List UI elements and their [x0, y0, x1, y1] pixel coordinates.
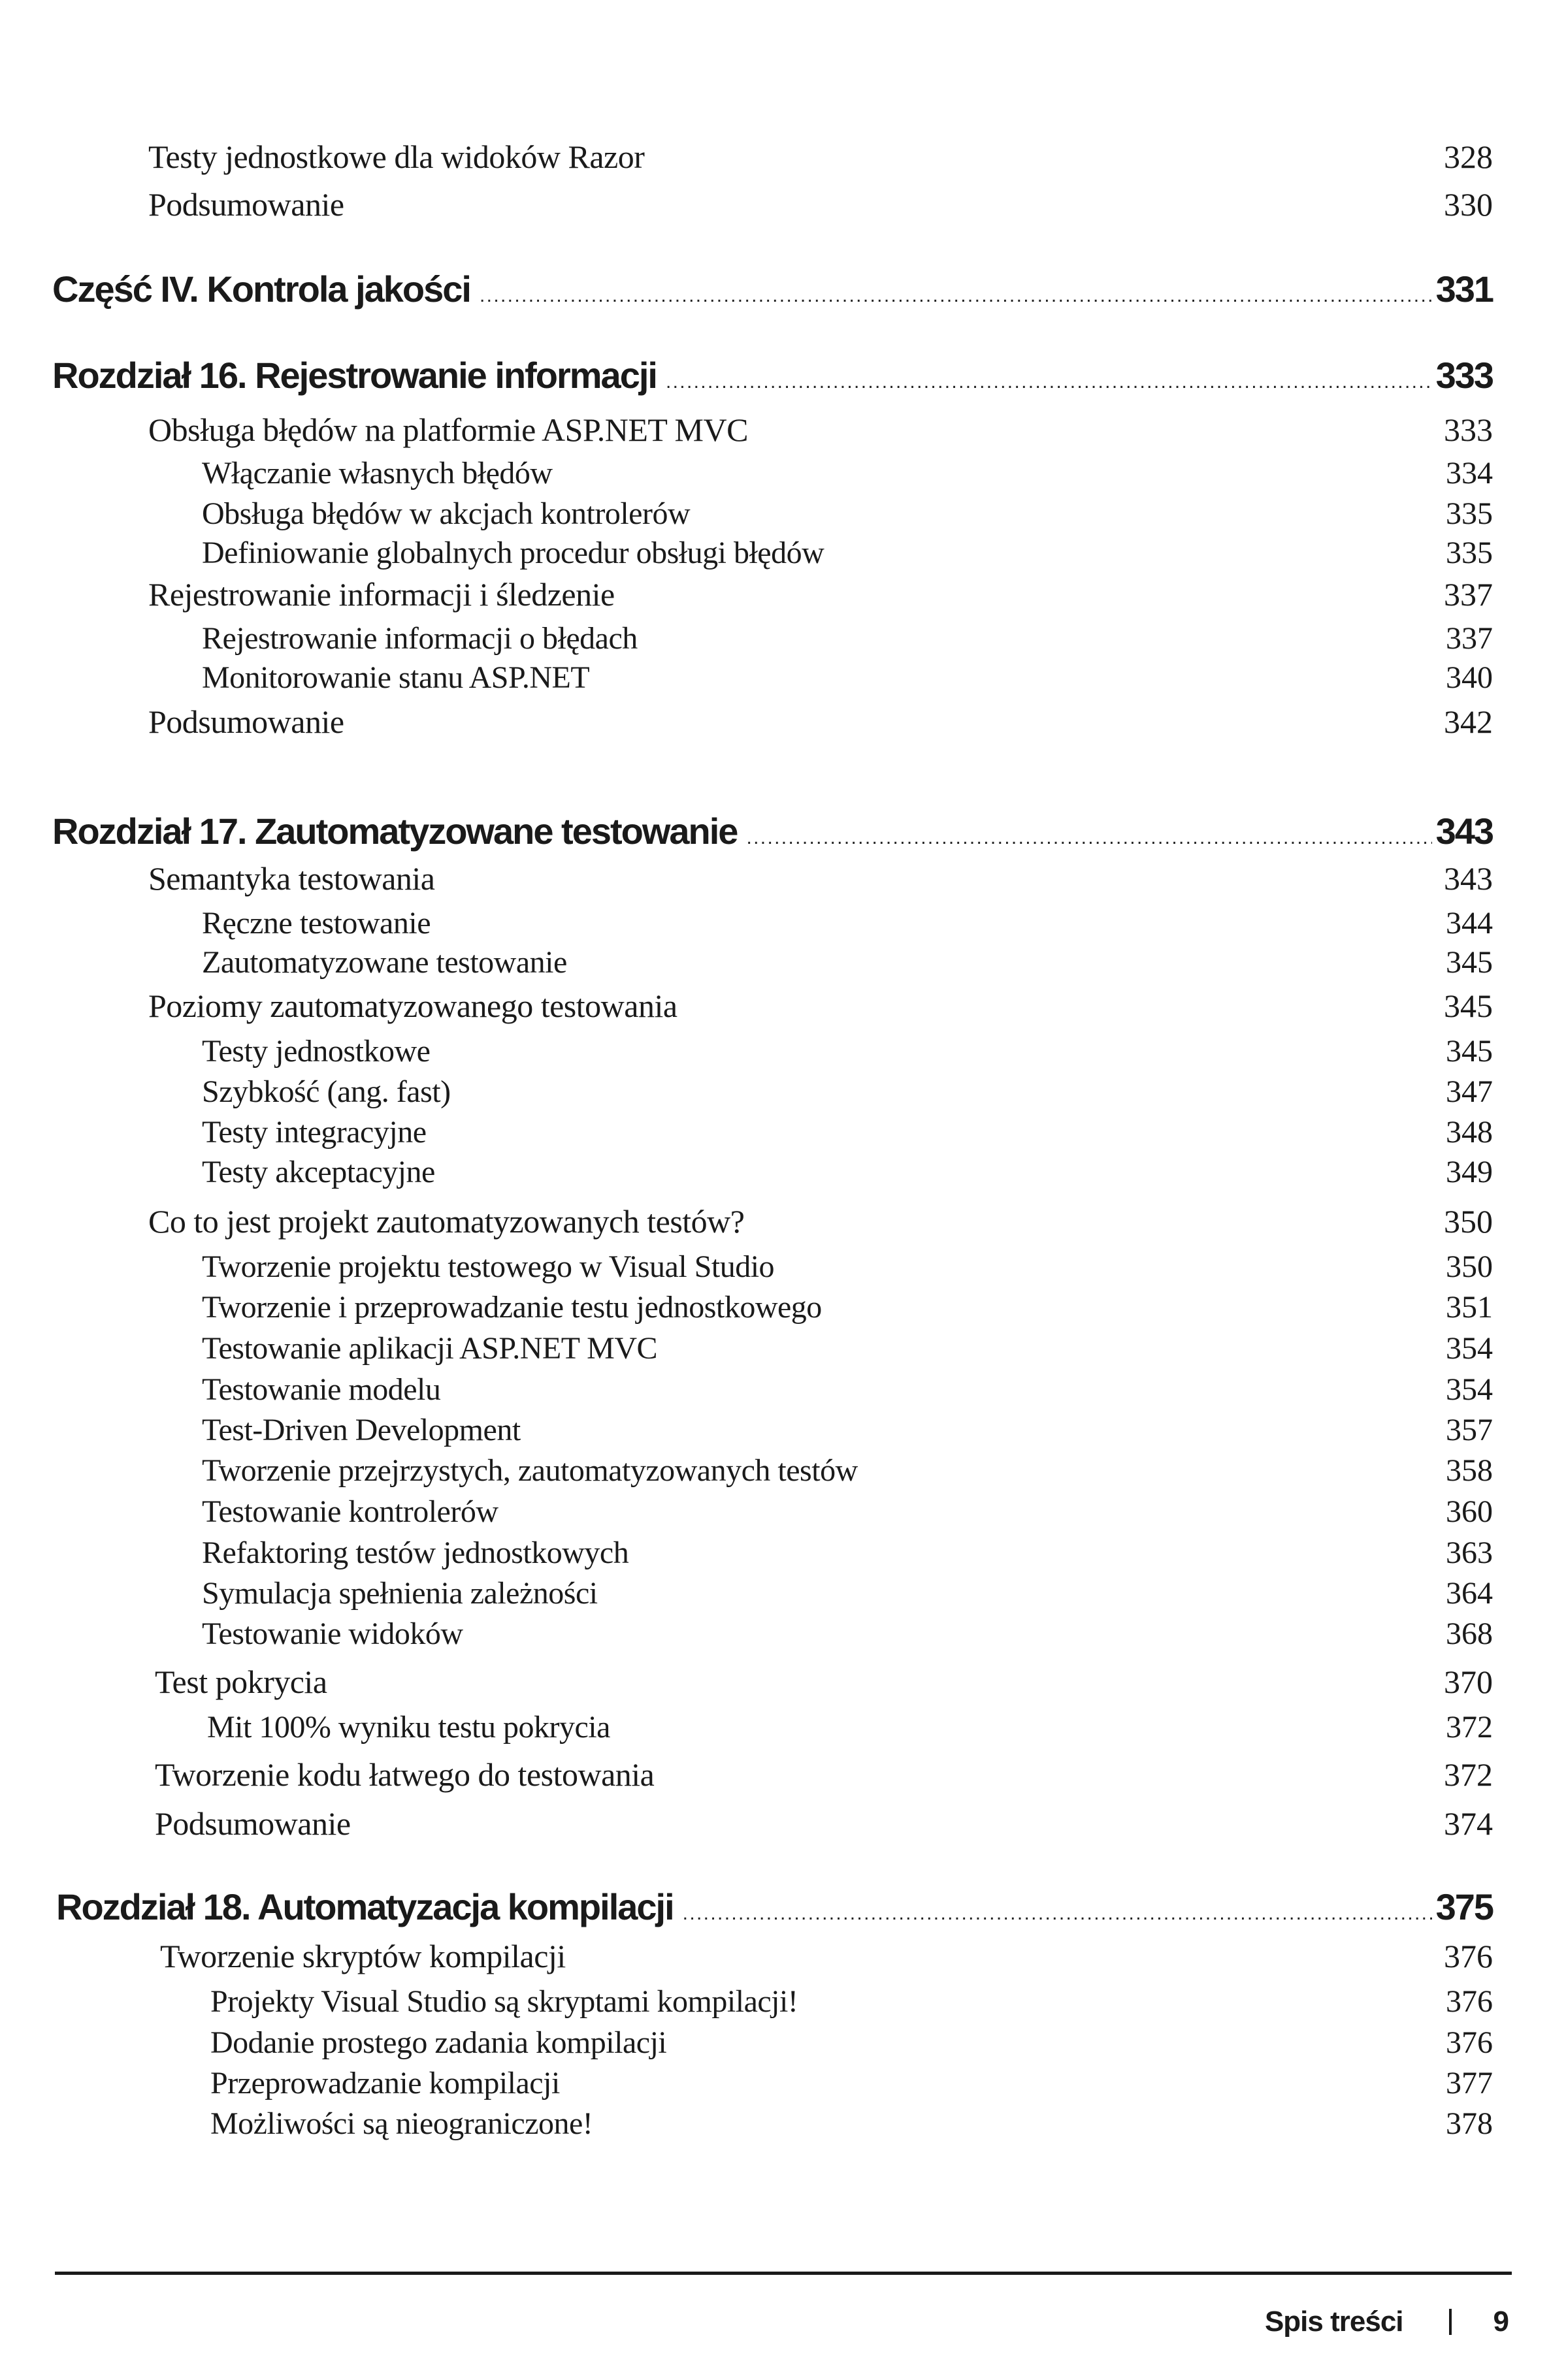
toc-entry-title: Testowanie kontrolerów	[202, 1494, 498, 1529]
chapter-heading	[0, 353, 1566, 405]
toc-entry-page: 378	[1446, 2106, 1493, 2141]
toc-subentry	[0, 1534, 1566, 1579]
toc-entry-page: 363	[1446, 1536, 1493, 1570]
toc-entry-title: Test-Driven Development	[202, 1413, 521, 1447]
toc-entry-page: 360	[1446, 1494, 1493, 1529]
leader-dots	[683, 1891, 1432, 1937]
toc-entry	[0, 575, 1566, 620]
toc-entry-page: 337	[1444, 576, 1493, 613]
toc-entry-title: Symulacja spełnienia zależności	[202, 1576, 598, 1611]
footer-rule	[55, 2272, 1512, 2275]
toc-entry-title: Zautomatyzowane testowanie	[202, 945, 567, 980]
toc-entry-page: 340	[1446, 660, 1493, 695]
toc-entry	[0, 859, 1566, 905]
toc-entry	[0, 1937, 1566, 1982]
toc-entry-title: Rejestrowanie informacji i śledzenie	[148, 576, 615, 613]
chapter-page: 333	[1435, 355, 1493, 396]
toc-entry-page: 334	[1446, 456, 1493, 490]
toc-entry-page: 350	[1446, 1249, 1493, 1284]
toc-entry-page: 370	[1444, 1664, 1493, 1700]
toc-entry-title: Testy integracyjne	[202, 1115, 427, 1150]
toc-entry-title: Testy akceptacyjne	[202, 1155, 435, 1189]
chapter-title: Rozdział 16. Rejestrowanie informacji	[52, 355, 657, 396]
toc-entry-title: Testowanie aplikacji ASP.NET MVC	[202, 1331, 658, 1366]
toc-entry-title: Tworzenie przejrzystych, zautomatyzowanych testów	[202, 1453, 858, 1488]
chapter-page: 375	[1435, 1886, 1493, 1927]
footer-section-label: Spis treści	[1264, 2306, 1403, 2338]
toc-entry	[0, 702, 1566, 748]
toc-entry	[0, 1755, 1566, 1801]
toc-entry-page: 337	[1446, 621, 1493, 656]
toc-subentry	[0, 658, 1566, 704]
toc-entry-page: 328	[1444, 138, 1493, 175]
toc-subentry	[0, 1247, 1566, 1293]
toc-subentry	[0, 1615, 1566, 1660]
toc-entry-title: Testy jednostkowe dla widoków Razor	[148, 138, 645, 175]
toc-entry-page: 357	[1446, 1413, 1493, 1447]
toc-subentry	[0, 1072, 1566, 1118]
toc-entry-title: Mit 100% wyniku testu pokrycia	[207, 1710, 610, 1745]
toc-entry	[0, 986, 1566, 1032]
toc-entry-title: Testowanie widoków	[202, 1616, 463, 1651]
toc-entry-page: 376	[1446, 1984, 1493, 2019]
toc-entry-title: Tworzenie projektu testowego w Visual Studio	[202, 1249, 775, 1284]
toc-entry-title: Tworzenie i przeprowadzanie testu jednostkowego	[202, 1290, 822, 1325]
toc-entry-page: 330	[1444, 186, 1493, 223]
toc-entry-title: Test pokrycia	[155, 1664, 327, 1700]
toc-entry-title: Podsumowanie	[155, 1805, 351, 1842]
toc-entry-title: Obsługa błędów na platformie ASP.NET MVC	[148, 411, 748, 448]
toc-entry-title: Ręczne testowanie	[202, 906, 431, 941]
toc-entry-page: 348	[1446, 1115, 1493, 1150]
toc-entry-title: Włączanie własnych błędów	[202, 456, 553, 490]
toc-entry-title: Projekty Visual Studio są skryptami kompilacji!	[210, 1984, 798, 2019]
toc-subentry	[0, 1574, 1566, 1620]
toc-entry-page: 335	[1446, 536, 1493, 570]
toc-subentry	[0, 1708, 1566, 1754]
toc-subentry	[0, 1451, 1566, 1497]
leader-dots	[666, 359, 1432, 405]
toc-subentry	[0, 1329, 1566, 1375]
toc-entry-title: Tworzenie skryptów kompilacji	[160, 1938, 566, 1974]
toc-subentry	[0, 1411, 1566, 1456]
chapter-heading	[0, 1884, 1566, 1937]
toc-subentry	[0, 454, 1566, 500]
toc-subentry	[0, 1032, 1566, 1078]
toc-entry	[0, 1662, 1566, 1708]
toc-subentry	[0, 534, 1566, 579]
toc-entry-page: 344	[1446, 906, 1493, 941]
toc-entry-title: Tworzenie kodu łatwego do testowania	[155, 1756, 655, 1793]
toc-entry-title: Co to jest projekt zautomatyzowanych testów?	[148, 1203, 745, 1240]
toc-entry-title: Podsumowanie	[148, 703, 344, 740]
chapter-title: Rozdział 17. Zautomatyzowane testowanie	[52, 811, 738, 852]
toc-entry-page: 345	[1446, 1034, 1493, 1069]
toc-entry-title: Testy jednostkowe	[202, 1034, 431, 1069]
toc-subentry	[0, 1113, 1566, 1159]
toc-entry-title: Refaktoring testów jednostkowych	[202, 1536, 629, 1570]
toc-subentry	[0, 1982, 1566, 2028]
toc-entry-page: 342	[1444, 703, 1493, 740]
toc-subentry	[0, 1492, 1566, 1538]
toc-subentry	[0, 2023, 1566, 2069]
toc-entry-page: 376	[1446, 2025, 1493, 2060]
part-heading	[0, 266, 1566, 319]
chapter-title: Rozdział 18. Automatyzacja kompilacji	[56, 1886, 674, 1927]
toc-entry-page: 376	[1444, 1938, 1493, 1974]
toc-subentry	[0, 2104, 1566, 2150]
toc-entry-page: 354	[1446, 1331, 1493, 1366]
toc-entry-title: Dodanie prostego zadania kompilacji	[210, 2025, 667, 2060]
toc-entry-page: 354	[1446, 1372, 1493, 1407]
chapter-heading	[0, 809, 1566, 861]
page-number: 9	[1493, 2306, 1509, 2338]
toc-entry-title: Obsługa błędów w akcjach kontrolerów	[202, 496, 691, 531]
toc-entry-title: Możliwości są nieograniczone!	[210, 2106, 593, 2141]
toc-entry-page: 372	[1444, 1756, 1493, 1793]
toc-entry-page: 345	[1446, 945, 1493, 980]
toc-entry-page: 345	[1444, 988, 1493, 1024]
toc-entry-page: 349	[1446, 1155, 1493, 1189]
toc-entry	[0, 137, 1566, 183]
toc-subentry	[0, 1370, 1566, 1416]
chapter-page: 343	[1435, 811, 1493, 852]
toc-entry-title: Podsumowanie	[148, 186, 344, 223]
toc-entry-title: Monitorowanie stanu ASP.NET	[202, 660, 590, 695]
toc-entry-title: Definiowanie globalnych procedur obsługi błędów	[202, 536, 824, 570]
toc-subentry	[0, 1153, 1566, 1198]
toc-entry-page: 350	[1444, 1203, 1493, 1240]
page-footer	[1265, 2306, 1509, 2338]
toc-entry-page: 374	[1444, 1805, 1493, 1842]
toc-entry-page: 351	[1446, 1290, 1493, 1325]
toc-entry-title: Poziomy zautomatyzowanego testowania	[148, 988, 677, 1024]
toc-entry-title: Szybkość (ang. fast)	[202, 1074, 451, 1109]
footer-separator	[1449, 2309, 1452, 2335]
toc-subentry	[0, 943, 1566, 989]
toc-subentry	[0, 2064, 1566, 2110]
toc-entry-title: Semantyka testowania	[148, 860, 435, 897]
toc-entry-page: 343	[1444, 860, 1493, 897]
toc-entry-page: 335	[1446, 496, 1493, 531]
toc-entry	[0, 1202, 1566, 1247]
toc-entry-title: Przeprowadzanie kompilacji	[210, 2066, 560, 2100]
toc-subentry	[0, 1288, 1566, 1334]
toc-entry-page: 358	[1446, 1453, 1493, 1488]
leader-dots	[746, 815, 1431, 861]
part-title: Część IV. Kontrola jakości	[52, 268, 470, 310]
leader-dots	[480, 273, 1432, 319]
toc-entry-page: 368	[1446, 1616, 1493, 1651]
toc-entry-page: 333	[1444, 411, 1493, 448]
toc-entry-page: 347	[1446, 1074, 1493, 1109]
toc-entry	[0, 185, 1566, 231]
toc-entry	[0, 1804, 1566, 1850]
toc-entry-title: Testowanie modelu	[202, 1372, 441, 1407]
toc-entry-title: Rejestrowanie informacji o błędach	[202, 621, 638, 656]
toc-entry	[0, 410, 1566, 456]
toc-entry-page: 377	[1446, 2066, 1493, 2100]
toc-entry-page: 372	[1446, 1710, 1493, 1745]
part-page: 331	[1435, 268, 1493, 310]
toc-entry-page: 364	[1446, 1576, 1493, 1611]
